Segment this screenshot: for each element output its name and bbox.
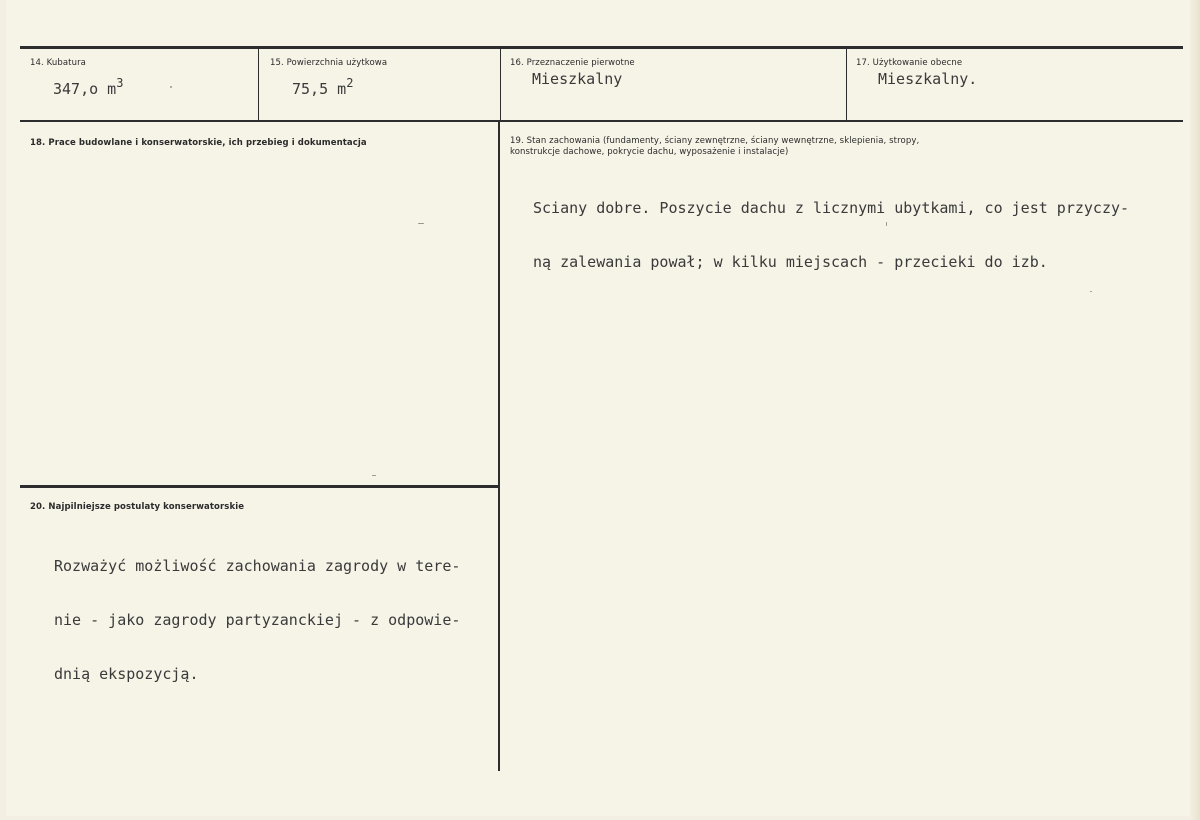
field-14-exponent: 3 (116, 76, 124, 90)
field20-top-rule (20, 485, 498, 488)
field-15-value-text: 75,5 m (292, 80, 347, 98)
field-20-line-3: dnią ekspozycją. (54, 665, 199, 683)
divider-15-16 (500, 48, 501, 121)
field-14-value-text: 347,o m (53, 80, 117, 98)
field-15-exponent: 2 (346, 76, 354, 90)
paper-speck (170, 86, 172, 88)
field-19-label-line-2: konstrukcje dachowe, pokrycie dachu, wyposażenie i instalacje) (510, 147, 789, 157)
field-20-line-2: nie - jako zagrody partyzanckiej - z odpowie- (54, 611, 461, 629)
field-14-value (53, 76, 124, 99)
paper-speck (418, 223, 424, 224)
top-rule (20, 46, 1183, 49)
field-16-label: 16. Przeznaczenie pierwotne (510, 58, 635, 68)
field-19-line-2: ną zalewania pował; w kilku miejscach - przecieki do izb. (533, 253, 1048, 271)
field-20-line-1: Rozważyć możliwość zachowania zagrody w tere- (54, 557, 461, 575)
paper-speck (1090, 291, 1092, 292)
field-20-label (30, 502, 244, 513)
field-18-label-text: 18. Prace budowlane i konserwatorskie, ich przebieg i dokumentacja (30, 138, 367, 148)
field-19-line-1: Sciany dobre. Poszycie dachu z licznymi ubytkami, co jest przyczy- (533, 199, 1130, 217)
field-14-label: 14. Kubatura (30, 58, 86, 68)
field-20-label-text: 20. Najpilniejsze postulaty konserwatorskie (30, 502, 245, 512)
field-20-value (54, 521, 460, 719)
main-column-divider (498, 121, 500, 771)
paper-speck (886, 222, 887, 226)
card-edge (1190, 0, 1200, 820)
field-17-label: 17. Użytkowanie obecne (856, 58, 963, 68)
field-15-value (292, 76, 354, 99)
field-17-value: Mieszkalny. (878, 70, 978, 88)
field-19-label-line-1: 19. Stan zachowania (fundamenty, ściany zewnętrzne, ściany wewnętrzne, sklepienia, stropy, (510, 136, 920, 146)
divider-14-15 (258, 48, 259, 121)
divider-16-17 (846, 48, 847, 121)
paper-speck (372, 475, 376, 476)
field-19-value (533, 163, 1129, 307)
field-18-label (30, 138, 367, 149)
row1-bottom-rule (20, 120, 1183, 122)
field-19-label (510, 136, 919, 158)
field-15-label: 15. Powierzchnia użytkowa (270, 58, 388, 68)
field-16-value: Mieszkalny (532, 70, 623, 88)
